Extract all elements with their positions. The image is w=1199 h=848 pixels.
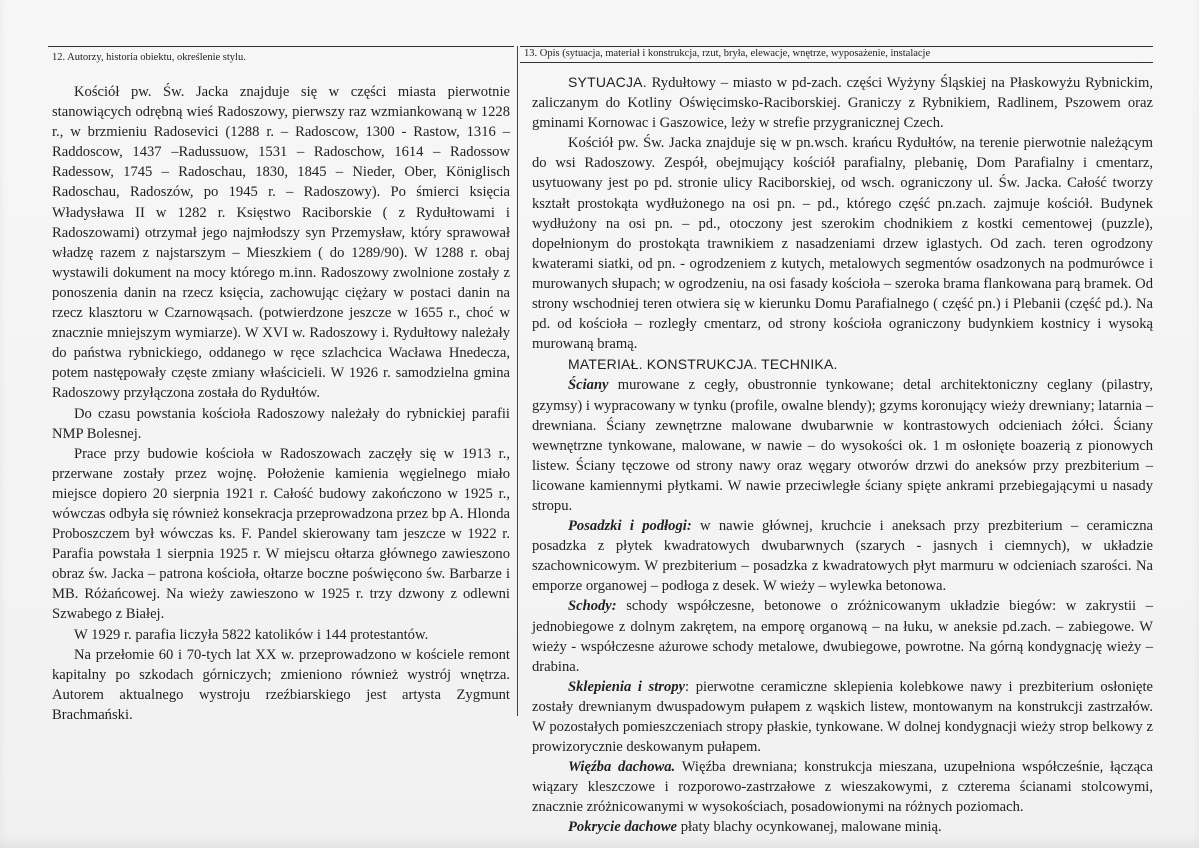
material-heading	[532, 354, 1153, 375]
roof-truss-label: Więźba dachowa.	[568, 759, 676, 776]
walls-text: murowane z cegły, obustronnie tynkowane; detal architektoniczny ceglany (pilastry, gzymsy) i wypracowany w tynku (profile, owalne blendy); gzyms koronujący wieży drewniany; latarnia – drewniana. Ściany zewnętrzne malowane dwubarwnie w kontrastowych odcieniach żółci. Ściany wewnętrzne tynkowane, malowane, w nawie – do wysokości ok. 1 m osłonięte boazerią z pionowych listew. Ściany tęczowe od strony nawy oraz węgary otworów drzwi do aneksów przy prezbiterium – licowane kamiennymi płytkami. W nawie przeciwległe ściany spięte ankrami przebiegającymi u nasady stropu.	[532, 377, 1153, 514]
roofing-text: płaty blachy ocynkowanej, malowane minią.	[680, 819, 942, 836]
church-location-paragraph: Kościół pw. Św. Jacka znajduje się w pn.wsch. krańcu Rydułtów, na terenie pierwotnie należącym do wsi Radoszowy. Zespół, obejmujący kościół parafialny, plebanię, Dom Parafialny i cmentarz, usytuowany jest po pd. stronie ulicy Raciborskiej, od wsch. ograniczony ul. Św. Jacka. Całość tworzy kształt prostokąta wydłużonego na osi pn. – pd., którego część pn.zach. zajmuje kościół. Budynek wydłużony na osi pn. – pd., otoczony jest szerokim chodnikiem z kostki cementowej (puzzle), dopełnionym do prostokąta trawnikiem z nasadzeniami drzew iglastych. Od zach. teren ogrodzony kwaterami siatki, od pn. - ogrodzeniem z kutych, metalowych segmentów osadzonych na podmurówce i murowanych słupach; w ogrodzeniu, na osi fasady kościoła – szeroka brama flankowana parą bramek. Od strony wschodniej teren otwiera się w kierunku Domu Parafialnego ( część pn.) i Plebanii (część pd.). Na pd. od kościoła – rozległy cmentarz, od strony kościoła ograniczony budynkiem kostnicy i wysoką murowaną bramą.	[532, 135, 1153, 353]
walls-paragraph	[532, 375, 1153, 516]
vaults-text: : pierwotne ceramiczne sklepienia kolebkowe nawy i prezbiterium osłonięte zostały drewnianym dwuspadowym pułapem z wąskich listew, montowanym na konstrukcji zastrzałów. W pozostałych pomieszczeniach stropy płaskie, tynkowane. W dolnej kondygnacji wieży strop belkowy z prowizorycznie deskowanym pułapem.	[532, 678, 1154, 756]
vaults-label: Sklepienia i stropy	[568, 678, 686, 695]
right-top-rule	[520, 46, 1153, 47]
roofing-paragraph	[532, 817, 1153, 837]
history-paragraph: Na przełomie 60 i 70-tych lat XX w. przeprowadzono w kościele remont kapitalny po szkodach górniczych; zmieniono również wystrój wnętrza. Autorem aktualnego wystroju rzeźbiarskiego jest artysta Zygmunt Brachmański.	[52, 646, 510, 723]
material-label: MATERIAŁ. KONSTRUKCJA. TECHNIKA.	[568, 356, 838, 373]
left-top-rule	[48, 46, 514, 47]
vaults-paragraph	[532, 677, 1153, 757]
history-paragraph: Prace przy budowie kościoła w Radoszowach zaczęły się w 1913 r., przerwane zostały przez wojnę. Położenie kamienia węgielnego miało miejsce dopiero 20 sierpnia 1921 r. Całość budowy zakończono w 1925 r., wówczas odbyła się również konsekracja przeprowadzona przez bp A. Hlonda Proboszczem był wówczas ks. F. Pandel skierowany tam jeszcze w 1922 r. Parafia powstała 1 sierpnia 1925 r. W miejscu ołtarza głównego zawieszono obraz św. Jacka – patrona kościoła, ołtarze boczne poświęcono św. Barbarze i MB. Różańcowej. Na wieży zawieszono w 1925 r. trzy dzwony z odlewni Szwabego z Białej.	[52, 445, 510, 623]
walls-label: Ściany	[568, 377, 609, 394]
floors-paragraph	[532, 516, 1153, 596]
right-section-header: 13. Opis (sytuacja, materiał i konstrukcja, rzut, bryła, elewacje, wnętrze, wyposażenie, instalacje	[524, 48, 931, 59]
right-header-rule	[520, 62, 1153, 63]
history-column	[52, 82, 510, 725]
stairs-paragraph	[532, 596, 1153, 676]
floors-label: Posadzki i podłogi:	[568, 518, 692, 535]
column-divider	[517, 46, 518, 716]
sytuacja-paragraph	[532, 72, 1153, 133]
stairs-text: schody współczesne, betonowe o zróżnicowanym układzie biegów: w zakrystii – jednobiegowe z dolnym zakrętem, na emporę organową – na łuku, w aneksie pd.zach. – zabiegowe. W wieży - współczesne ażurowe schody metalowe, dwubiegowe, powrotne. Na górną kondygnację wieży – drabina.	[532, 598, 1153, 675]
sytuacja-text: Rydułtowy – miasto w pd-zach. części Wyżyny Śląskiej na Płaskowyżu Rybnickim, zaliczanym do Kotliny Oświęcimsko-Raciborskiej. Graniczy z Rybnikiem, Radlinem, Pszowem oraz gminami Kornowac i Gaszowice, leży w strefie przygranicznej Czech.	[532, 75, 1153, 132]
history-paragraph: Do czasu powstania kościoła Radoszowy należały do rybnickiej parafii NMP Bolesnej.	[52, 405, 510, 442]
roofing-label: Pokrycie dachowe	[568, 819, 678, 836]
stairs-label: Schody:	[568, 598, 617, 615]
roof-truss-text: Więźba drewniana; konstrukcja mieszana, uzupełniona współcześnie, łącząca wiązary kleszczowe i rozporowo-zastrzałowe z wieszakowymi, z czterema ścianami stolcowymi, znacznie zróżnicowanymi w wysokościach, posadowionymi na różnych poziomach.	[532, 759, 1153, 816]
description-column	[532, 72, 1153, 838]
history-paragraph: Kościół pw. Św. Jacka znajduje się w części miasta pierwotnie stanowiących odrębną wieś Radoszowy, pierwszy raz wzmiankowaną w 1228 r., w brzmieniu Radosevici (1288 r. – Radoscow, 1300 - Rastow, 1316 –Raddoscow, 1437 –Radussuow, 1531 – Radoschow, 1614 – Radossow Radessow, 1745 – Radoschau, 1830, 1845 – Nieder, Ober, Königlisch Radoschau, Radoszów, po 1945 r. – Radoszowy). Po śmierci księcia Władysława II w 1282 r. Księstwo Raciborskie ( z Rydułtowami i Radoszowami) otrzymał jego najmłodszy syn Przemysław, który sprawował władzę razem z najstarszym – Mieszkiem ( do 1289/90). W 1288 r. obaj wystawili dokument na mocy którego m.inn. Radoszowy zwolnione zostały z ponoszenia danin na rzecz księcia, zachowując ciężary w postaci danin na rzecz klasztoru w Czarnowąsach. (potwierdzone jeszcze w 1655 r., choć w znacznie mniejszym wymiarze). W XVI w. Radoszowy i. Rydułtowy należały do państwa rybnickiego, oddanego w ręce szlachcica Wacława Hnedecza, potem następowały częste zmiany właścicieli. W 1926 r. samodzielna gmina Radoszowy przyłączona została do Rydułtów.	[52, 84, 510, 402]
floors-text: w nawie głównej, kruchcie i aneksach przy prezbiterium – ceramiczna posadzka z płytek kwadratowych dwubarwnych (szarych - jasnych i ciemnych), w układzie szachownicowym. W prezbiterium – posadzka z kwadratowych płyt marmuru w odcieniach szarości. Na emporze organowej – podłoga z desek. W wieży – wylewka betonowa.	[532, 518, 1153, 595]
sytuacja-label: SYTUACJA.	[568, 74, 647, 90]
history-paragraph: W 1929 r. parafia liczyła 5822 katolików i 144 protestantów.	[74, 626, 429, 643]
roof-truss-paragraph	[532, 757, 1153, 817]
left-section-header: 12. Autorzy, historia obiektu, określenie stylu.	[52, 52, 246, 63]
